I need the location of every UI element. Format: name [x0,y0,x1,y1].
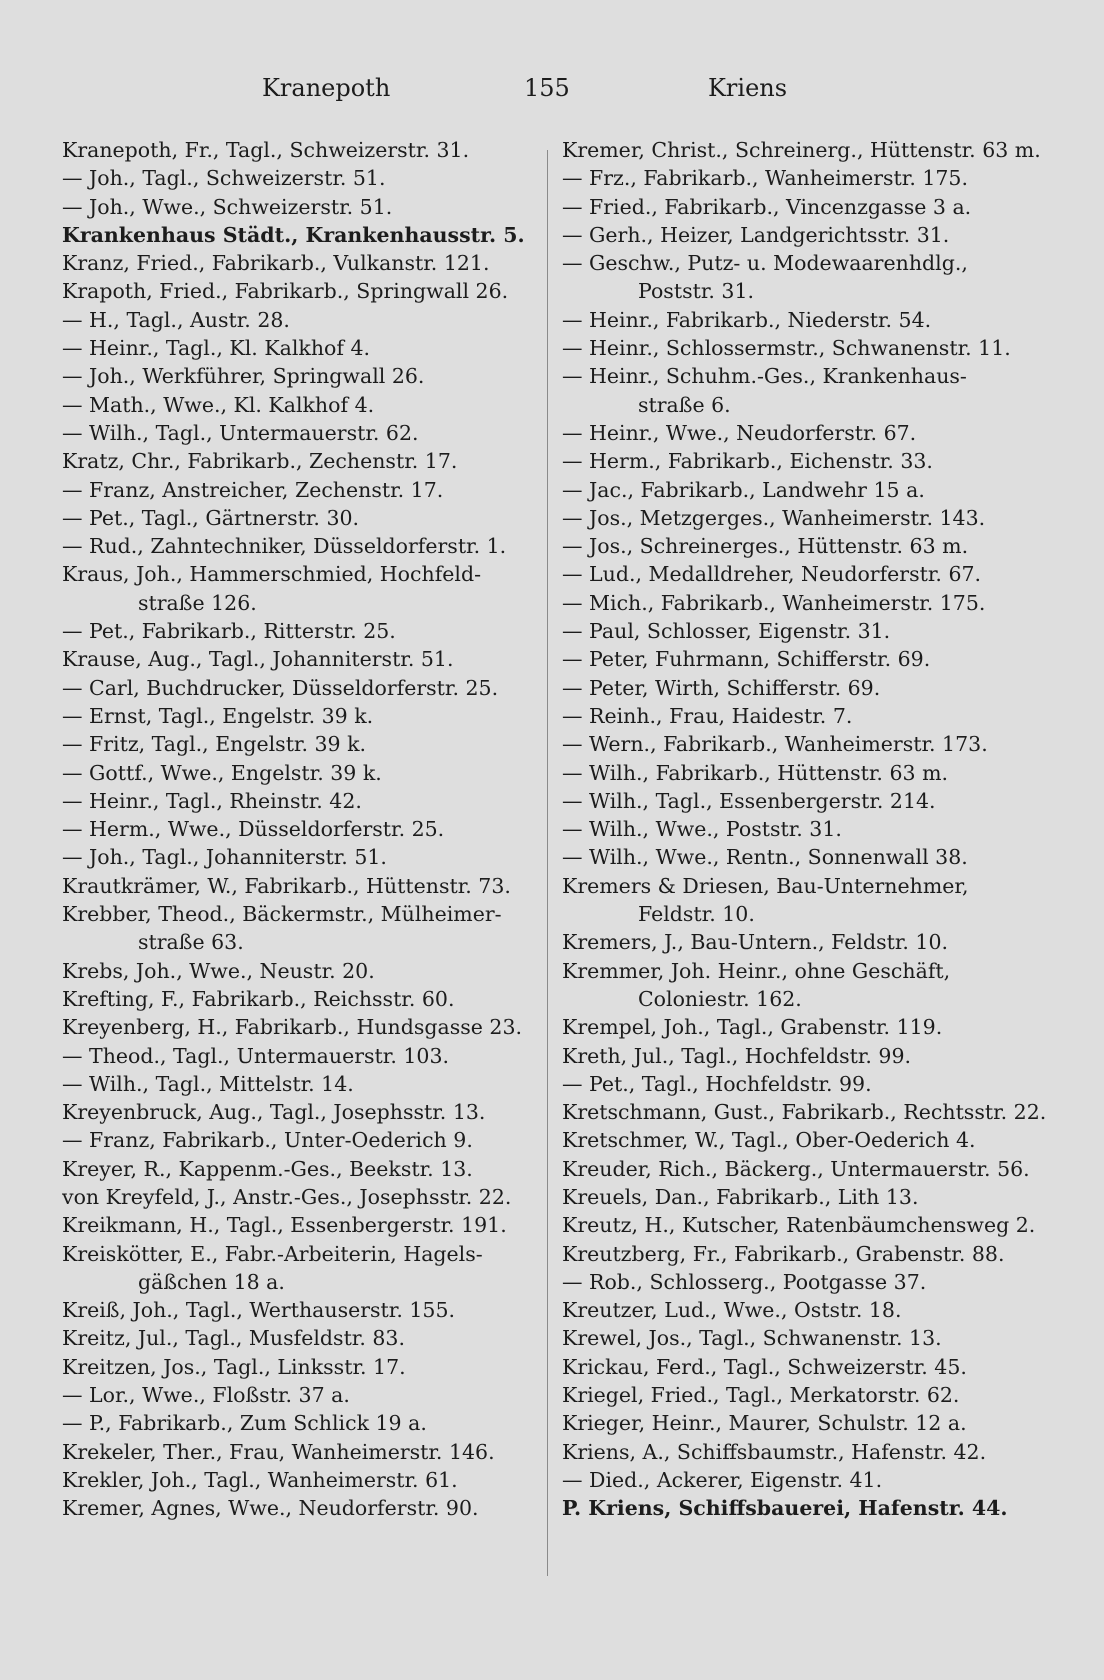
directory-entry: — Herm., Wwe., Düsseldorferstr. 25. [62,817,445,842]
directory-entry: Kremer, Agnes, Wwe., Neudorferstr. 90. [62,1496,479,1521]
directory-entry: — Heinr., Schuhm.-Ges., Krankenhaus- [562,364,967,389]
directory-entry: — Pet., Fabrikarb., Ritterstr. 25. [62,619,396,644]
directory-entry: — Joh., Wwe., Schweizerstr. 51. [62,194,393,219]
directory-entry: — Lor., Wwe., Floßstr. 37 a. [62,1383,350,1408]
directory-entry: Kreiß, Joh., Tagl., Werthauserstr. 155. [62,1298,456,1323]
directory-entry: — Heinr., Tagl., Rheinstr. 42. [62,788,362,813]
directory-entry: — Peter, Fuhrmann, Schifferstr. 69. [562,647,931,672]
right-column [562,136,1062,1523]
directory-entry: — H., Tagl., Austr. 28. [62,307,290,332]
directory-entry: Kranepoth, Fr., Tagl., Schweizerstr. 31. [62,138,470,162]
directory-entry: — P., Fabrikarb., Zum Schlick 19 a. [62,1411,427,1436]
directory-entry: Kreitz, Jul., Tagl., Musfeldstr. 83. [62,1326,405,1351]
directory-entry: P. Kriens, Schiffsbauerei, Hafenstr. 44. [562,1496,1008,1521]
directory-entry: — Math., Wwe., Kl. Kalkhof 4. [62,392,375,417]
directory-entry: — Wilh., Tagl., Essenbergerstr. 214. [562,788,936,813]
directory-entry: — Wilh., Wwe., Rentn., Sonnenwall 38. [562,845,968,870]
directory-entry: Kreyenberg, H., Fabrikarb., Hundsgasse 23. [62,1015,523,1040]
directory-entry: Kreikmann, H., Tagl., Essenbergerstr. 191. [62,1213,507,1238]
directory-entry: Krekler, Joh., Tagl., Wanheimerstr. 61. [62,1467,458,1492]
directory-entry: — Wilh., Tagl., Untermauerstr. 62. [62,420,419,445]
directory-entry: Kremmer, Joh. Heinr., ohne Geschäft, [562,958,951,983]
directory-entry: — Died., Ackerer, Eigenstr. 41. [562,1467,883,1492]
directory-entry: — Reinh., Frau, Haidestr. 7. [562,703,853,728]
directory-entry: Kremers & Driesen, Bau-Unternehmer, [562,873,969,898]
directory-entry: — Gerh., Heizer, Landgerichtsstr. 31. [562,222,950,247]
directory-entry: — Heinr., Fabrikarb., Niederstr. 54. [562,307,932,332]
directory-entry: — Mich., Fabrikarb., Wanheimerstr. 175. [562,590,986,615]
directory-entry-continuation: straße 63. [138,930,244,955]
directory-entry: Krankenhaus Städt., Krankenhausstr. 5. [62,222,525,247]
directory-entry: — Joh., Tagl., Johanniterstr. 51. [62,845,387,870]
directory-entry: — Paul, Schlosser, Eigenstr. 31. [562,619,891,644]
directory-entry: — Fried., Fabrikarb., Vincenzgasse 3 a. [562,194,972,219]
directory-entry: Kreitzen, Jos., Tagl., Linksstr. 17. [62,1354,406,1379]
directory-entry: Krieger, Heinr., Maurer, Schulstr. 12 a. [562,1411,967,1436]
directory-entry-continuation: straße 126. [138,590,257,615]
directory-entry: Kremers, J., Bau-Untern., Feldstr. 10. [562,930,949,955]
directory-entry: — Joh., Werkführer, Springwall 26. [62,364,425,389]
directory-entry: Kreth, Jul., Tagl., Hochfeldstr. 99. [562,1043,912,1068]
directory-entry: — Pet., Tagl., Gärtnerstr. 30. [62,505,360,530]
directory-entry-continuation: Feldstr. 10. [638,902,755,927]
directory-entry: Kreuels, Dan., Fabrikarb., Lith 13. [562,1184,919,1209]
directory-entry: — Franz, Anstreicher, Zechenstr. 17. [62,477,444,502]
page-header [0,74,1104,114]
directory-entry: — Franz, Fabrikarb., Unter-Oederich 9. [62,1128,473,1153]
directory-entry: Krefting, F., Fabrikarb., Reichsstr. 60. [62,986,455,1011]
directory-entry: — Wilh., Wwe., Poststr. 31. [562,817,842,842]
directory-entry-continuation: Coloniestr. 162. [638,986,802,1011]
directory-entry: — Wilh., Fabrikarb., Hüttenstr. 63 m. [562,760,949,785]
directory-entry: Krekeler, Ther., Frau, Wanheimerstr. 146. [62,1439,495,1464]
directory-entry: Krautkrämer, W., Fabrikarb., Hüttenstr. 73. [62,873,511,898]
directory-entry: — Fritz, Tagl., Engelstr. 39 k. [62,732,367,757]
directory-entry: — Peter, Wirth, Schifferstr. 69. [562,675,881,700]
directory-entry: Kranz, Fried., Fabrikarb., Vulkanstr. 121. [62,251,490,276]
directory-entry: Kreyenbruck, Aug., Tagl., Josephsstr. 13. [62,1100,486,1125]
page-number: 155 [524,74,570,102]
directory-entry: — Joh., Tagl., Schweizerstr. 51. [62,166,386,191]
left-column [62,136,554,1523]
directory-entry: — Ernst, Tagl., Engelstr. 39 k. [62,703,374,728]
directory-entry-continuation: gäßchen 18 a. [138,1269,285,1294]
directory-entry: Krewel, Jos., Tagl., Schwanenstr. 13. [562,1326,942,1351]
directory-entry: — Heinr., Wwe., Neudorferstr. 67. [562,420,917,445]
directory-entry: — Rob., Schlosserg., Pootgasse 37. [562,1269,927,1294]
directory-entry: Kreyer, R., Kappenm.-Ges., Beekstr. 13. [62,1156,473,1181]
directory-entry: Kremer, Christ., Schreinerg., Hüttenstr. 63 m. [562,138,1041,162]
directory-entry: Kriens, A., Schiffsbaumstr., Hafenstr. 42. [562,1439,987,1464]
directory-entry: — Jac., Fabrikarb., Landwehr 15 a. [562,477,925,502]
directory-entry: Kretschmer, W., Tagl., Ober-Oederich 4. [562,1128,976,1153]
directory-entry: — Pet., Tagl., Hochfeldstr. 99. [562,1071,872,1096]
directory-entry-continuation: straße 6. [638,392,731,417]
directory-entry: von Kreyfeld, J., Anstr.-Ges., Josephsstr. 22. [62,1184,512,1209]
directory-entry: Kreutz, H., Kutscher, Ratenbäumchensweg 2. [562,1213,1036,1238]
directory-entry: Krause, Aug., Tagl., Johanniterstr. 51. [62,647,454,672]
directory-entry: — Herm., Fabrikarb., Eichenstr. 33. [562,449,933,474]
directory-entry: — Wilh., Tagl., Mittelstr. 14. [62,1071,354,1096]
directory-entry: — Theod., Tagl., Untermauerstr. 103. [62,1043,449,1068]
directory-entry: Kreutzer, Lud., Wwe., Oststr. 18. [562,1298,902,1323]
directory-entry-continuation: Poststr. 31. [638,279,755,304]
directory-entry: Krempel, Joh., Tagl., Grabenstr. 119. [562,1015,943,1040]
header-first-entry: Kranepoth [262,74,391,102]
directory-entry: — Frz., Fabrikarb., Wanheimerstr. 175. [562,166,968,191]
directory-entry: Kraus, Joh., Hammerschmied, Hochfeld- [62,562,482,587]
directory-entry: Krebs, Joh., Wwe., Neustr. 20. [62,958,375,983]
directory-entry: Krapoth, Fried., Fabrikarb., Springwall 26. [62,279,509,304]
directory-entry: Kreutzberg, Fr., Fabrikarb., Grabenstr. 88. [562,1241,1005,1266]
directory-entry: — Gottf., Wwe., Engelstr. 39 k. [62,760,382,785]
directory-entry: — Carl, Buchdrucker, Düsseldorferstr. 25. [62,675,499,700]
directory-entry: — Jos., Schreinerges., Hüttenstr. 63 m. [562,534,969,559]
directory-entry: — Lud., Medalldreher, Neudorferstr. 67. [562,562,982,587]
directory-entry: — Heinr., Tagl., Kl. Kalkhof 4. [62,336,371,361]
header-last-entry: Kriens [708,74,788,102]
directory-entry: — Jos., Metzgerges., Wanheimerstr. 143. [562,505,986,530]
directory-entry: — Heinr., Schlossermstr., Schwanenstr. 11. [562,336,1011,361]
directory-entry: Kreuder, Rich., Bäckerg., Untermauerstr. 56. [562,1156,1030,1181]
column-divider [547,150,548,1576]
directory-entry: Krebber, Theod., Bäckermstr., Mülheimer- [62,902,502,927]
directory-entry: — Rud., Zahntechniker, Düsseldorferstr. 1. [62,534,507,559]
directory-entry: — Geschw., Putz- u. Modewaarenhdlg., [562,251,968,276]
directory-entry: Kretschmann, Gust., Fabrikarb., Rechtsstr. 22. [562,1100,1047,1125]
directory-entry: — Wern., Fabrikarb., Wanheimerstr. 173. [562,732,988,757]
directory-entry: Kreiskötter, E., Fabr.-Arbeiterin, Hagels- [62,1241,483,1266]
directory-entry: Krickau, Ferd., Tagl., Schweizerstr. 45. [562,1354,967,1379]
directory-entry: Kratz, Chr., Fabrikarb., Zechenstr. 17. [62,449,458,474]
directory-entry: Kriegel, Fried., Tagl., Merkatorstr. 62. [562,1383,960,1408]
